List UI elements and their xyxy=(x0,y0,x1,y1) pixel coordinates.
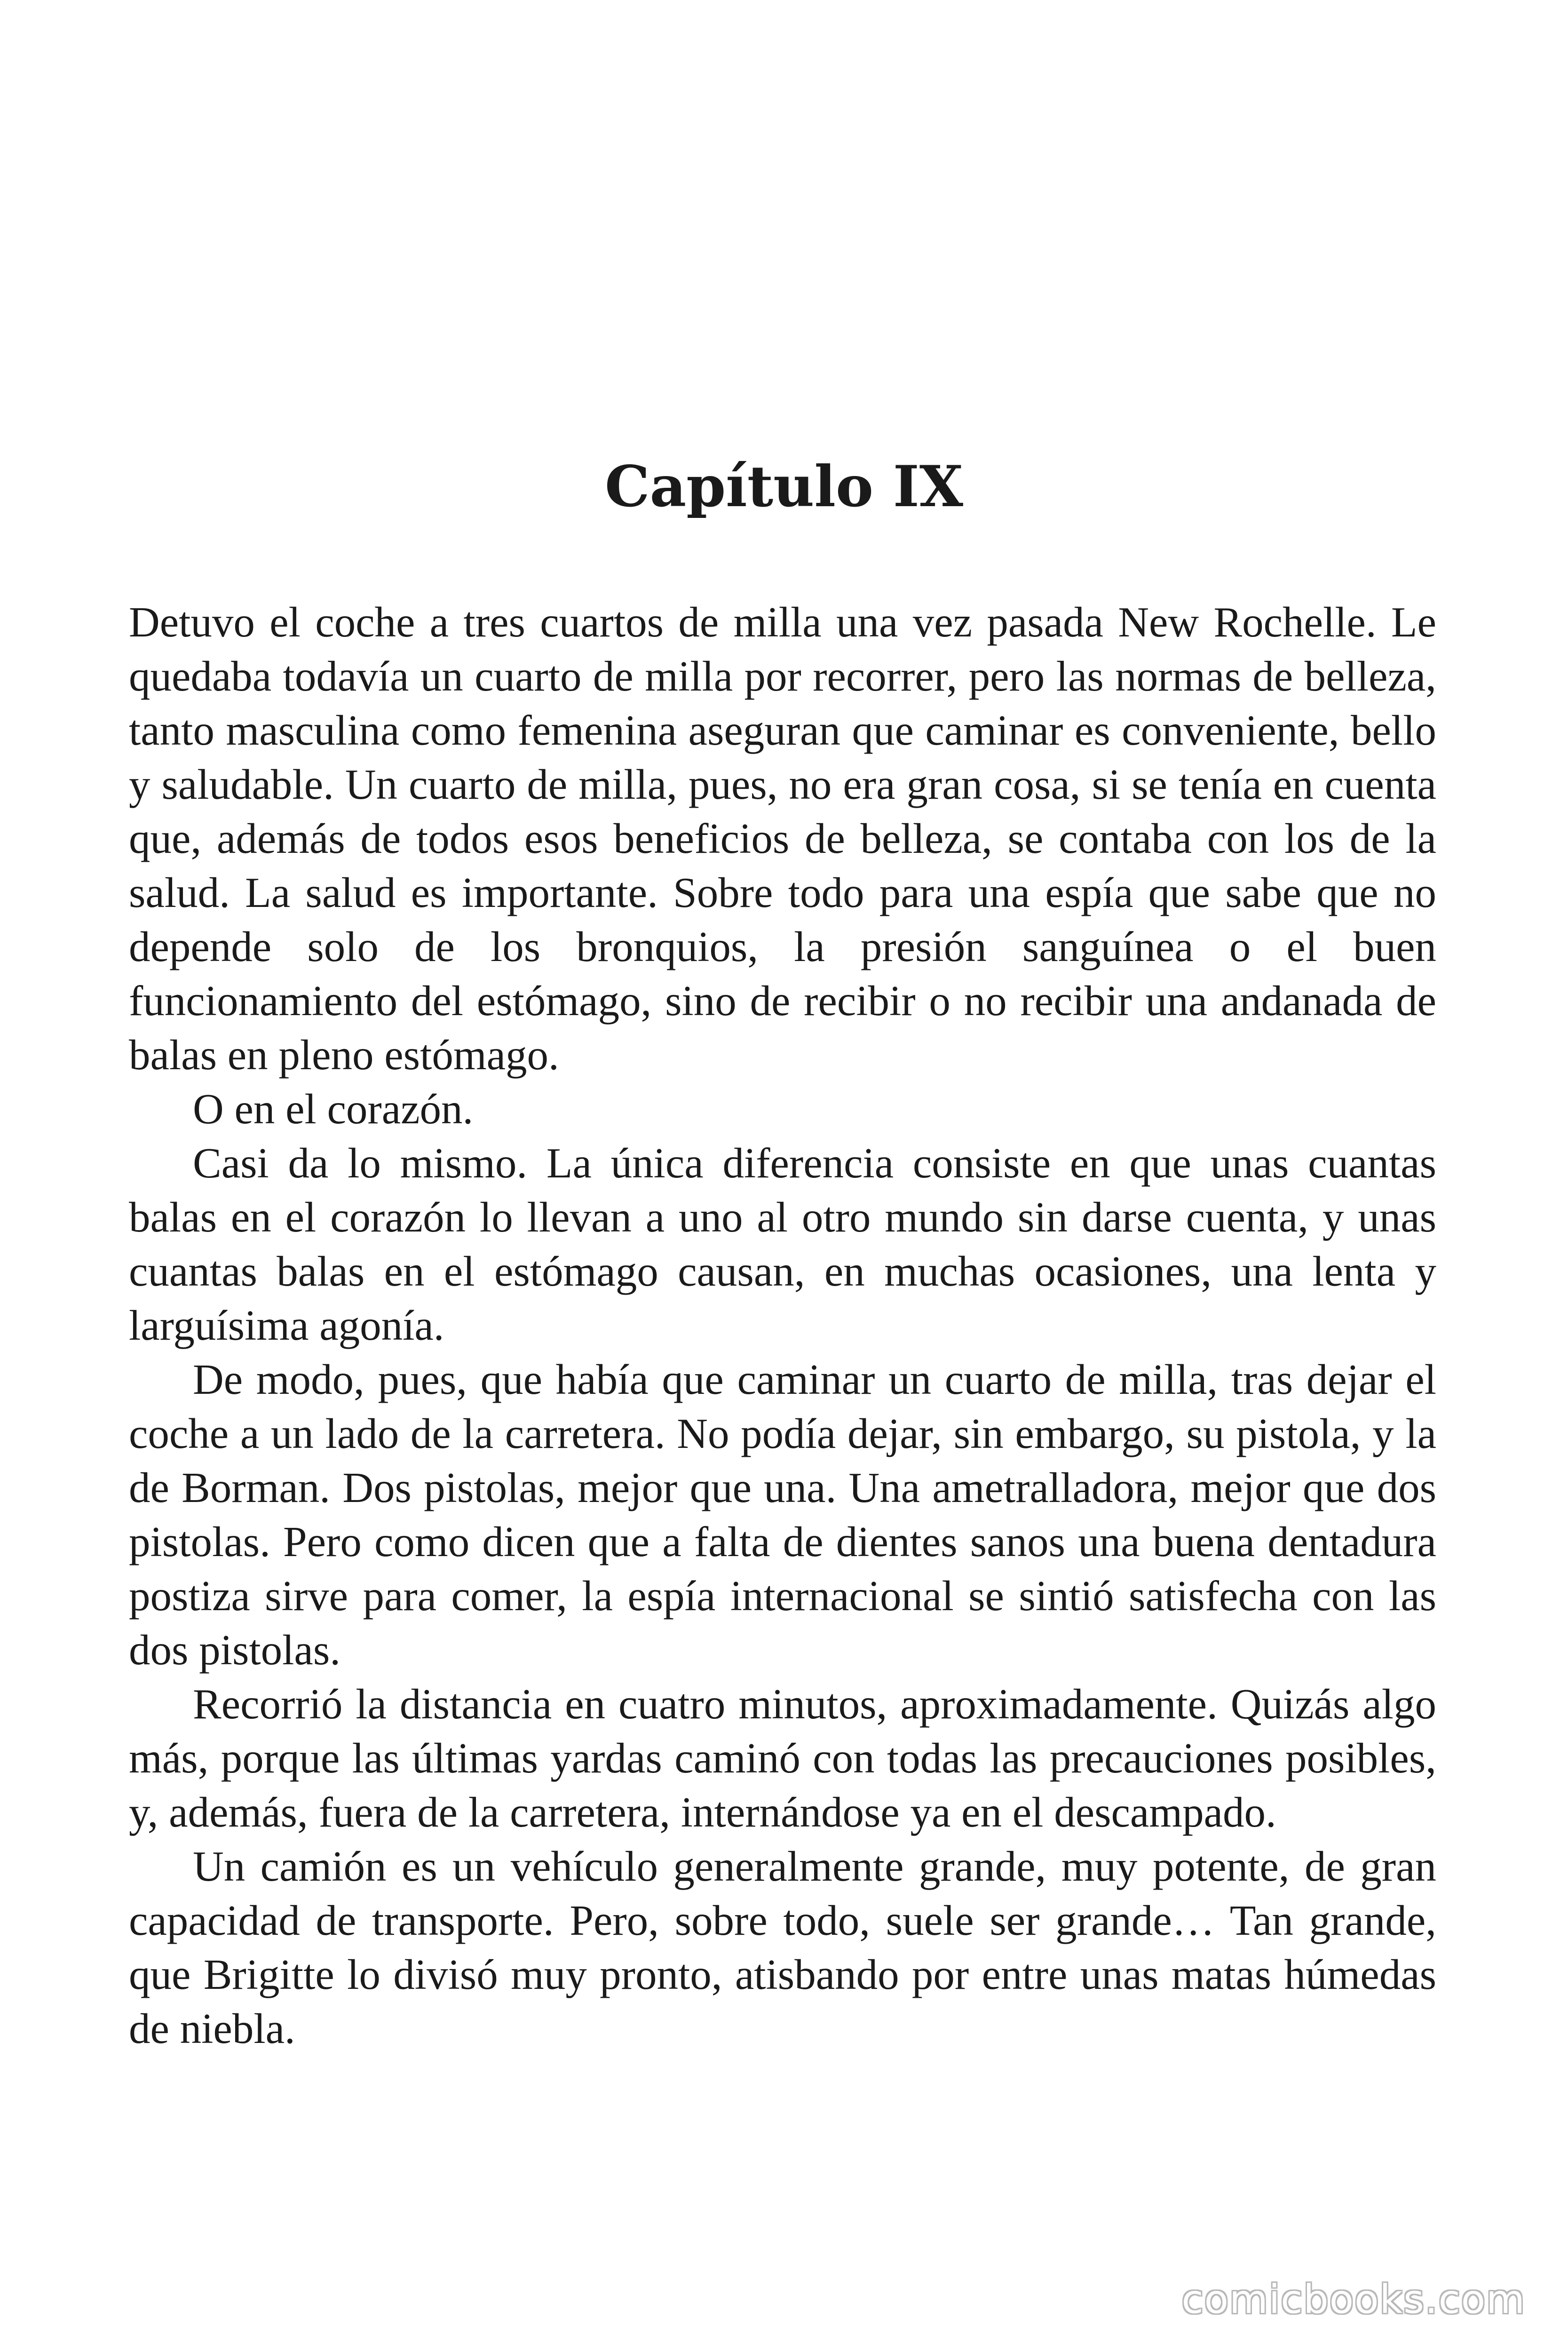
paragraph: Casi da lo mismo. La única diferencia consiste en que unas cuantas balas en el corazón lo llevan a uno al otro mundo sin darse cuenta, y unas cuantas balas en el estómago causan, en muchas ocasiones, una lenta y larguísima agonía. xyxy=(129,1139,1436,1349)
paragraph: Detuvo el coche a tres cuartos de milla una vez pasada New Rochelle. Le quedaba todavía un cuarto de milla por recorrer, pero las normas de belleza, tanto masculina como femenina aseguran que caminar es conveniente, bello y saludable. Un cuarto de milla, pues, no era gran cosa, si se tenía en cuenta que, además de todos esos beneficios de belleza, se contaba con los de la salud. La salud es importante. Sobre todo para una espía que sabe que no depende solo de los bronquios, la presión sanguínea o el buen funcionamiento del estómago, sino de recibir o no recibir una andanada de balas en pleno estómago. xyxy=(129,598,1436,1079)
watermark-logo: comicbooks.com xyxy=(1181,2276,1526,2322)
paragraph: O en el corazón. xyxy=(193,1085,474,1133)
paragraph: Recorrió la distancia en cuatro minutos, aproximadamente. Quizás algo más, porque las últimas yardas caminó con todas las precauciones posibles, y, además, fuera de la carretera, internándose ya en el descampado. xyxy=(129,1680,1436,1836)
paragraph: Un camión es un vehículo generalmente grande, muy potente, de gran capacidad de transporte. Pero, sobre todo, suele ser grande… Tan grande, que Brigitte lo divisó muy pronto, atisbando por entre unas matas húmedas de niebla. xyxy=(129,1843,1436,2052)
paragraph: De modo, pues, que había que caminar un cuarto de milla, tras dejar el coche a un lado de la carretera. No podía dejar, sin embargo, su pistola, y la de Borman. Dos pistolas, mejor que una. Una ametralladora, mejor que dos pistolas. Pero como dicen que a falta de dientes sanos una buena dentadura postiza sirve para comer, la espía internacional se sintió satisfecha con las dos pistolas. xyxy=(129,1356,1436,1674)
chapter-body xyxy=(129,595,1436,2056)
chapter-title: Capítulo IX xyxy=(604,453,964,520)
